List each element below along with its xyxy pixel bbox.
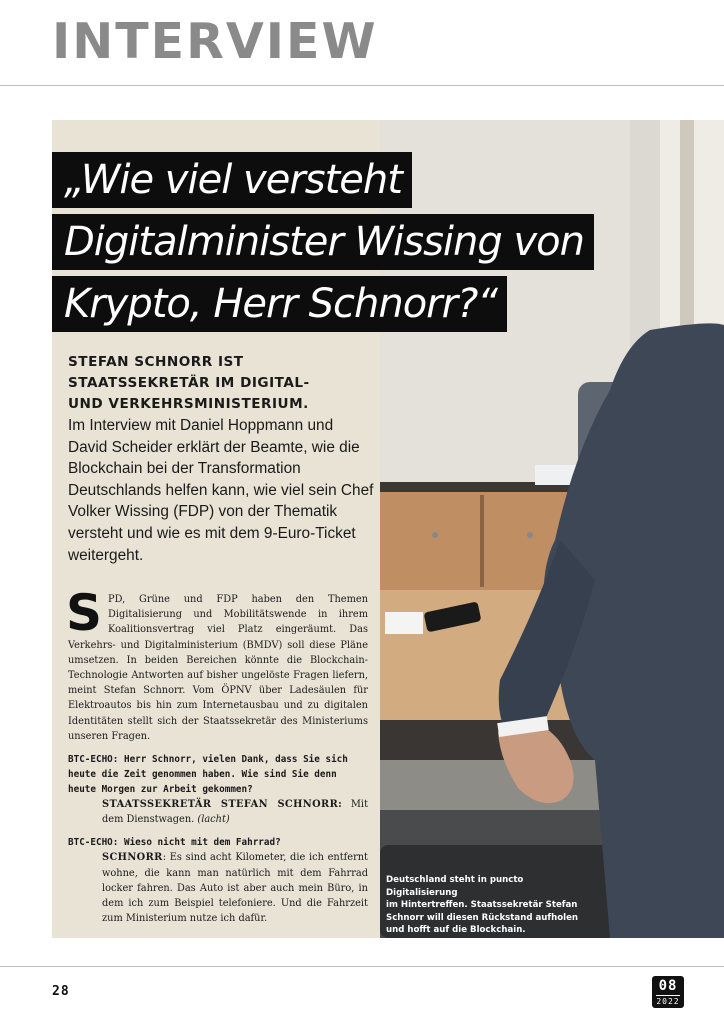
answer bbox=[68, 797, 368, 827]
headline bbox=[52, 150, 672, 336]
speaker-name: STAATSSEKRETÄR STEFAN SCHNORR: bbox=[102, 799, 343, 811]
intro-lead-line: STAATSSEKRETÄR IM DIGITAL- bbox=[68, 375, 310, 391]
headline-line: Digitalminister Wissing von bbox=[52, 214, 594, 270]
page-number: 28 bbox=[52, 984, 70, 999]
bottom-divider bbox=[0, 966, 724, 967]
caption-line: im Hintertreffen. Staatssekretär Stefan bbox=[386, 900, 578, 911]
headline-line: „Wie viel versteht bbox=[52, 152, 412, 208]
intro-lead-line: UND VERKEHRSMINISTERIUM bbox=[68, 396, 304, 412]
top-divider bbox=[0, 85, 724, 86]
answer-text: Mit dem Dienstwagen. bbox=[102, 799, 369, 826]
qa-block bbox=[68, 835, 368, 926]
qa-block bbox=[68, 752, 368, 827]
intro-lead-end: . bbox=[303, 396, 309, 412]
issue-year: 2022 bbox=[656, 997, 680, 1006]
issue-badge bbox=[652, 976, 684, 1008]
question: BTC-ECHO: Herr Schnorr, vielen Dank, dass Sie sich heute die Zeit genommen haben. Wie sind Sie denn heute Morgen zur Arbeit gekommen? bbox=[68, 754, 348, 796]
caption-line: Deutschland steht in puncto Digitalisierung bbox=[386, 875, 524, 898]
lead-paragraph: PD, Grüne und FDP haben den Themen Digitalisierung und Mobilitätswende in ihrem Koalitionsvertrag viel Platz eingeräumt. Das Verkehrs- und Digitalministerium (BMDV) soll diese Pläne umsetzen. In beiden Bereichen könnte die Blockchain-Technologie Antworten auf bisher ungelöste Fragen liefern, meint Stefan Schnorr. Vom ÖPNV über Ladesäulen für Elektroautos bis hin zum Internetausbau und zu digitalen Identitäten stellt sich der Staatssekretär des Ministeriums unseren Fragen. bbox=[68, 594, 368, 742]
drop-cap: S bbox=[66, 584, 103, 642]
answer-aside: (lacht) bbox=[197, 814, 230, 826]
intro-lead bbox=[68, 352, 374, 415]
intro-body: Im Interview mit Daniel Hoppmann und David Scheider erklärt der Beamte, wie die Blockchain bei der Transformation Deutschlands helfen kann, wie viel sein Chef Volker Wissing (FDP) von der Thematik versteht und wie es mit dem 9-Euro-Ticket weitergeht. bbox=[68, 417, 374, 564]
caption-line: Schnorr will diesen Rückstand aufholen bbox=[386, 912, 579, 923]
answer-text: : Es sind acht Kilometer, die ich entfernt wohne, die kann man natürlich mit dem Fahrrad locker fahren. Das Auto ist aber auch mein Büro, in dem ich zum Beispiel telefoniere. Und die Fahrzeit zum Ministerium nutze ich dafür. bbox=[102, 852, 368, 925]
speaker-name: SCHNORR bbox=[102, 852, 163, 864]
caption-line: und hofft auf die Blockchain. bbox=[386, 925, 526, 936]
article-body bbox=[66, 584, 369, 926]
issue-number: 08 bbox=[658, 978, 678, 994]
answer bbox=[68, 850, 368, 926]
question: BTC-ECHO: Wieso nicht mit dem Fahrrad? bbox=[68, 837, 281, 849]
intro-block bbox=[68, 352, 374, 566]
intro-lead-line: STEFAN SCHNORR IST bbox=[68, 354, 244, 370]
photo-caption bbox=[386, 874, 586, 937]
headline-line: Krypto, Herr Schnorr?“ bbox=[52, 276, 507, 332]
section-title: INTERVIEW bbox=[52, 13, 378, 70]
